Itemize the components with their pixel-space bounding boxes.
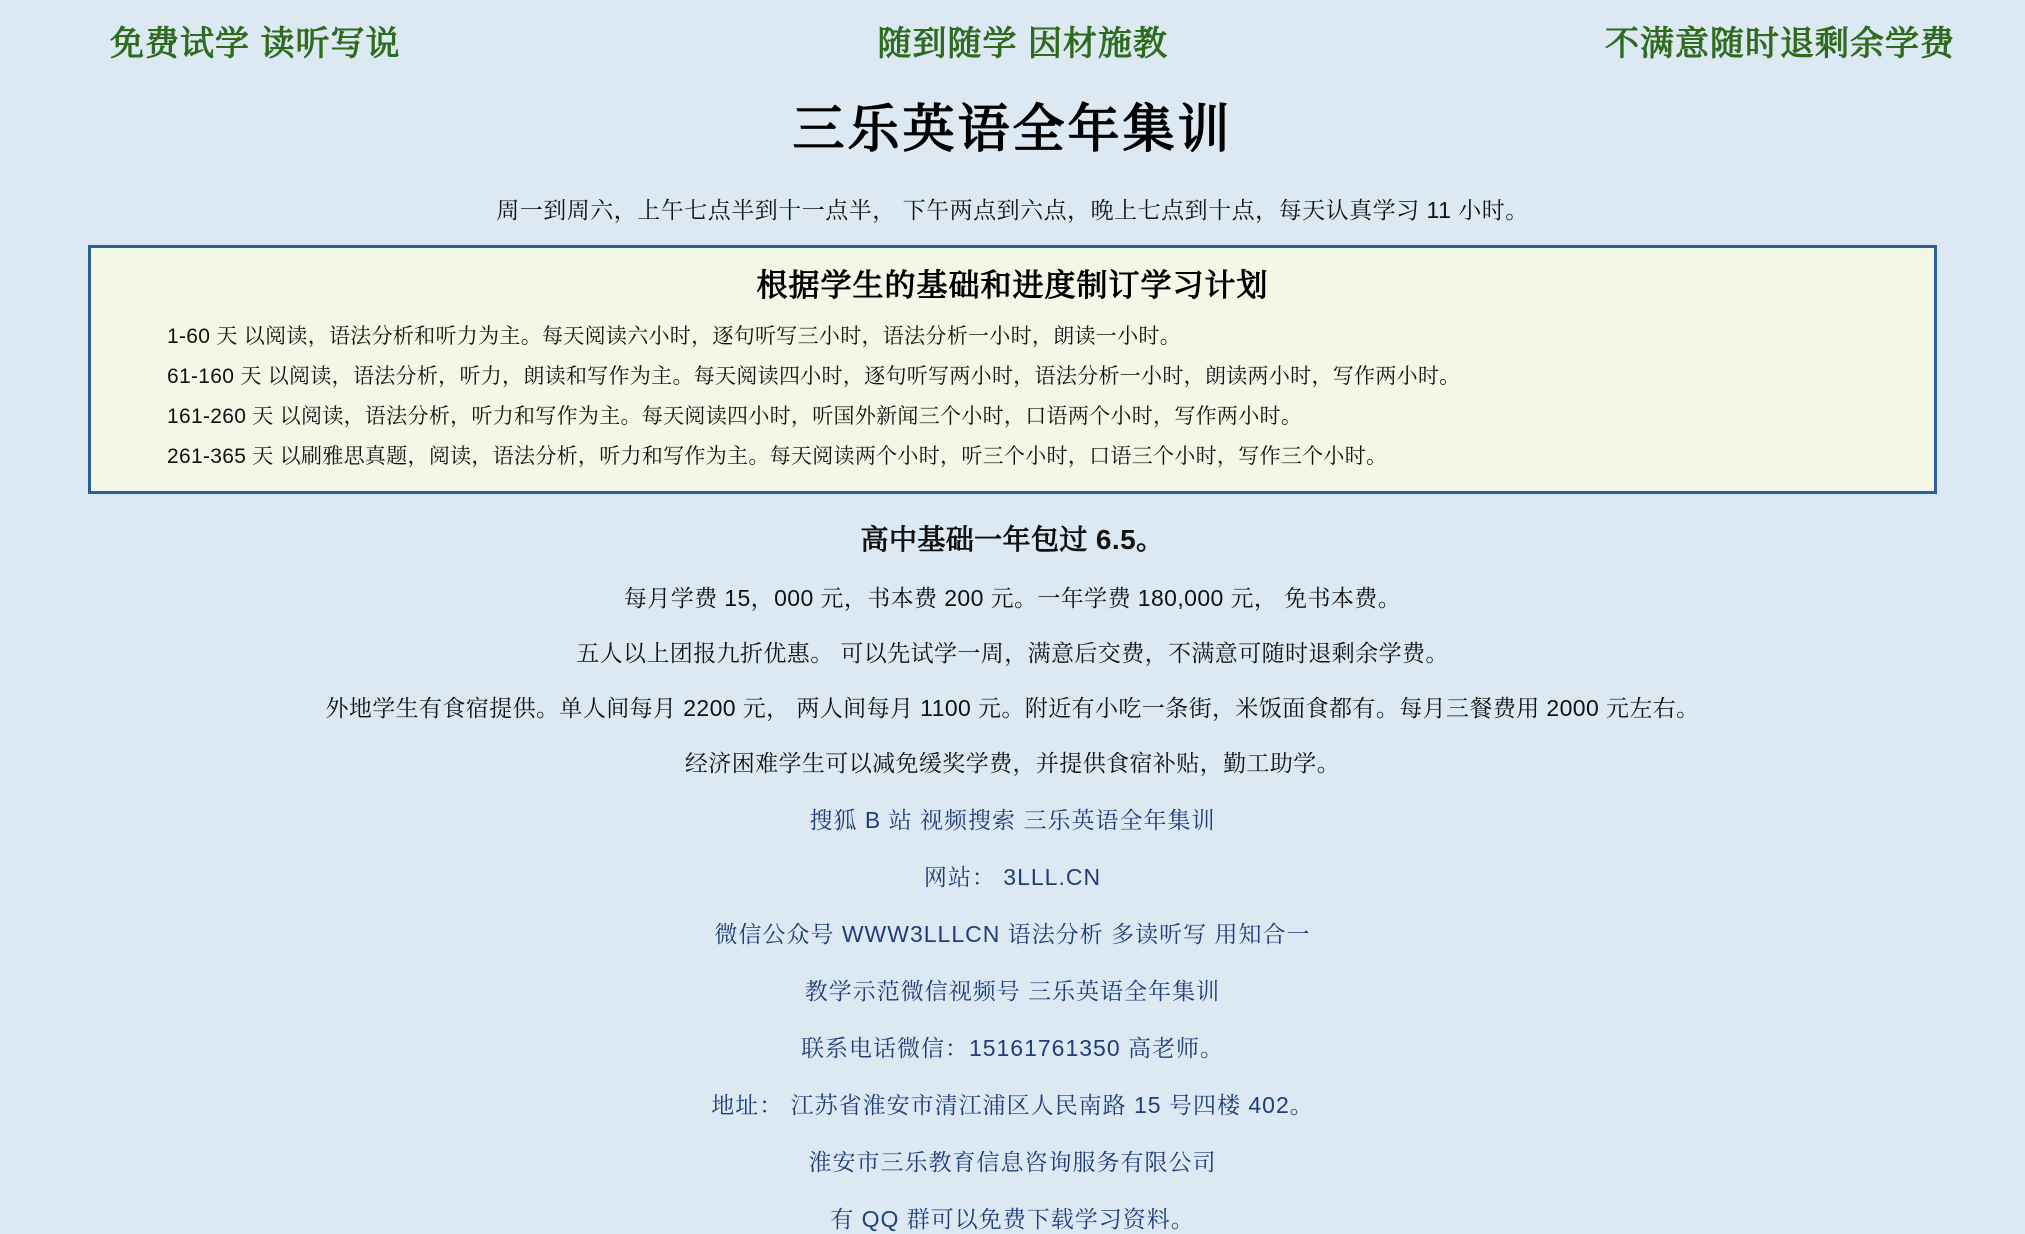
slogan-left: 免费试学 读听写说 xyxy=(110,25,401,63)
contact-wechat-official: 微信公众号 WWW3LLLCN 语法分析 多读听写 用知合一 xyxy=(714,921,1311,947)
slogan-center: 随到随学 因材施教 xyxy=(877,25,1168,63)
study-plan-item: 1-60 天 以阅读，语法分析和听力为主。每天阅读六小时，逐句听写三小时，语法分析一小时，朗读一小时。 xyxy=(167,325,1181,348)
study-plan-box xyxy=(88,245,1937,494)
slogan-right: 不满意随时退剩余学费 xyxy=(1605,25,1955,63)
accommodation-text: 外地学生有食宿提供。单人间每月 2200 元， 两人间每月 1100 元。附近有小吃一条街，米饭面食都有。每月三餐费用 2000 元左右。 xyxy=(325,695,1700,721)
contact-video-platforms: 搜狐 B 站 视频搜索 三乐英语全年集训 xyxy=(809,807,1216,833)
contact-phone: 联系电话微信：15161761350 高老师。 xyxy=(800,1035,1225,1061)
contact-website: 网站： 3LLL.CN xyxy=(923,864,1102,890)
page-title: 三乐英语全年集训 xyxy=(792,101,1233,159)
tuition-text: 每月学费 15，000 元，书本费 200 元。一年学费 180,000 元， 免书本费。 xyxy=(623,585,1402,611)
study-plan-item: 61-160 天 以阅读，语法分析，听力，朗读和写作为主。每天阅读四小时，逐句听写两小时，语法分析一小时，朗读两小时，写作两小时。 xyxy=(167,365,1461,388)
study-plan-heading: 根据学生的基础和进度制订学习计划 xyxy=(756,268,1269,303)
discount-text: 五人以上团报九折优惠。 可以先试学一周，满意后交费，不满意可随时退剩余学费。 xyxy=(576,640,1449,666)
contact-address: 地址： 江苏省淮安市清江浦区人民南路 15 号四楼 402。 xyxy=(711,1092,1314,1118)
contact-qq-group: 有 QQ 群可以免费下载学习资料。 xyxy=(830,1206,1195,1232)
slogan-row xyxy=(0,0,2025,65)
financial-aid-text: 经济困难学生可以减免缓奖学费，并提供食宿补贴，勤工助学。 xyxy=(684,750,1341,776)
study-plan-item: 161-260 天 以阅读，语法分析，听力和写作为主。每天阅读四小时，听国外新闻三个小时，口语两个小时，写作两小时。 xyxy=(167,405,1303,428)
company-name: 淮安市三乐教育信息咨询服务有限公司 xyxy=(808,1149,1217,1175)
guarantee-text: 高中基础一年包过 6.5。 xyxy=(860,524,1165,555)
contact-wechat-channel: 教学示范微信视频号 三乐英语全年集训 xyxy=(804,978,1221,1004)
study-plan-item: 261-365 天 以刷雅思真题，阅读，语法分析，听力和写作为主。每天阅读两个小时，听三个小时，口语三个小时，写作三个小时。 xyxy=(167,445,1388,468)
schedule-text: 周一到周六，上午七点半到十一点半， 下午两点到六点，晚上七点到十点，每天认真学习 11 小时。 xyxy=(496,197,1529,223)
